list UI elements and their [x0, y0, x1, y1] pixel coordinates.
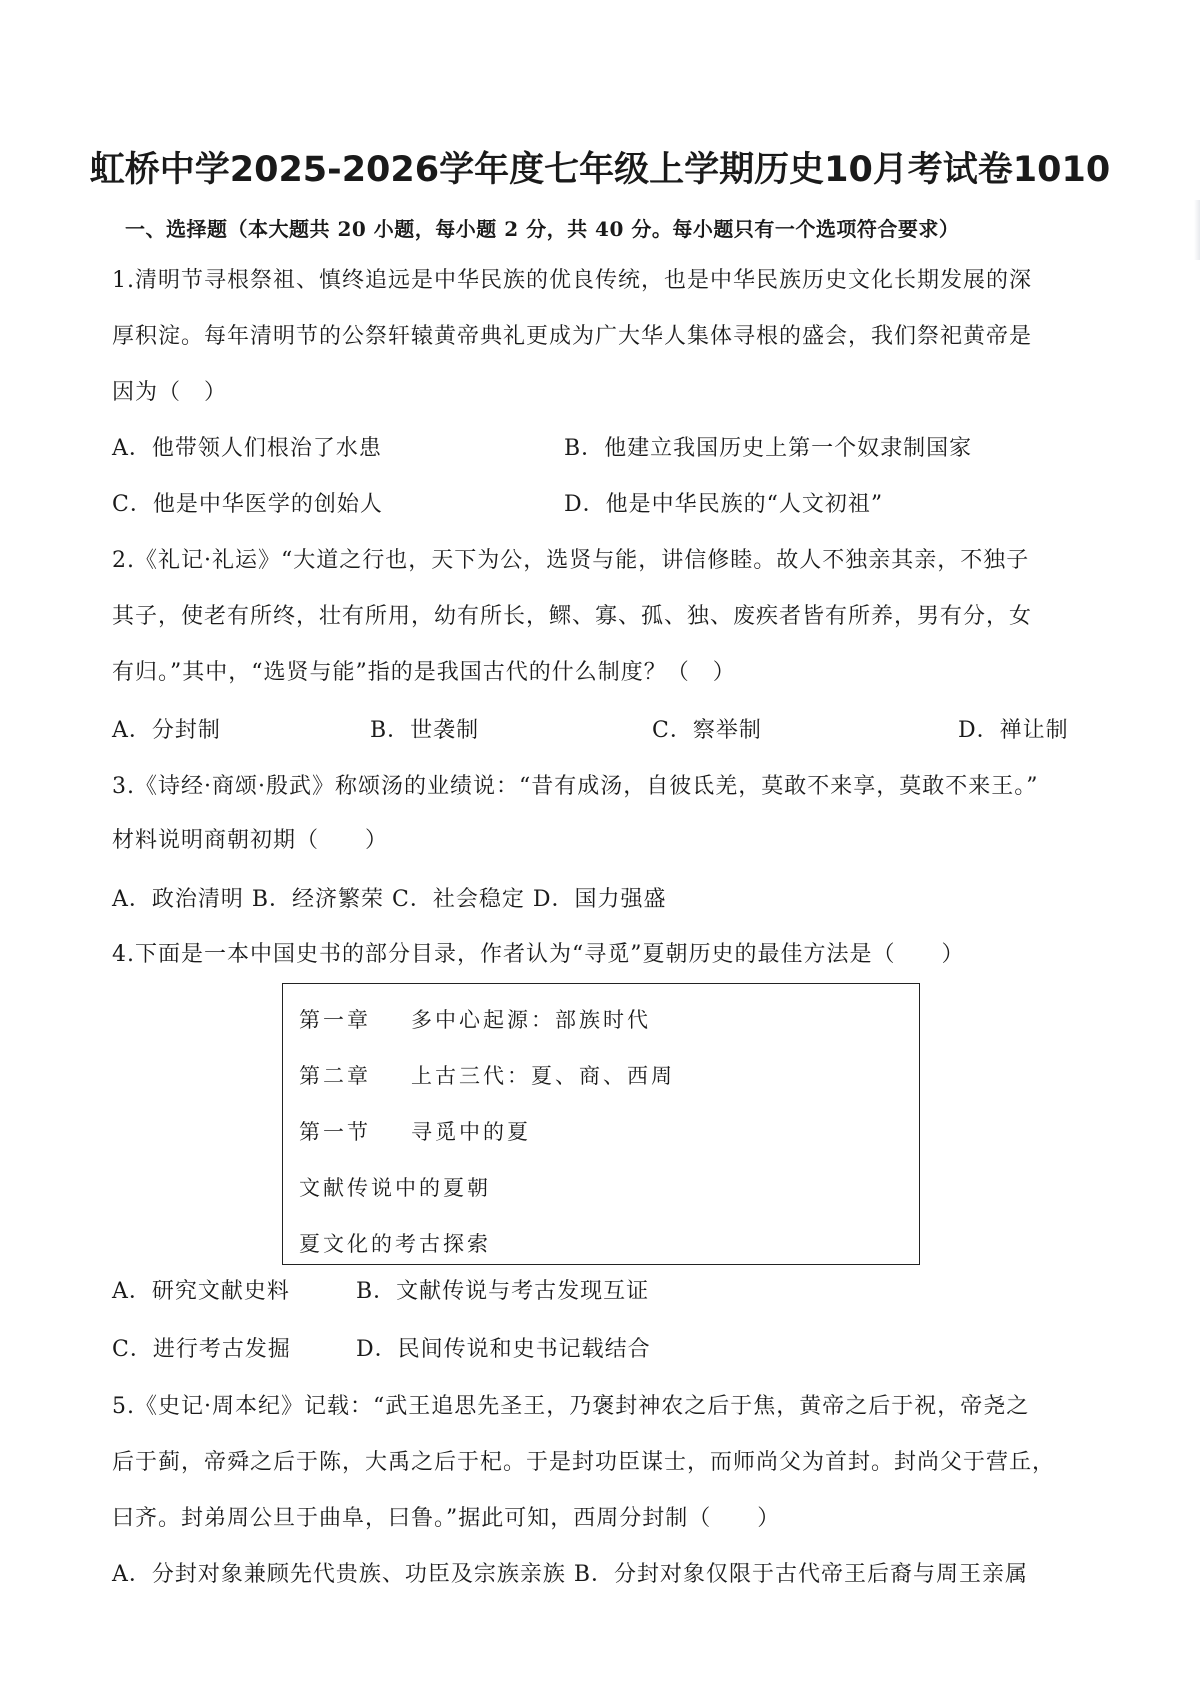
- question-1-option-a: A．他带领人们根治了水患: [112, 436, 382, 461]
- toc-entry-label: 第二章: [299, 1064, 371, 1088]
- toc-entry-text: 文献传说中的夏朝: [299, 1176, 491, 1200]
- question-1-option-d: D．他是中华民族的“人文初祖”: [564, 492, 884, 517]
- toc-entry: [299, 1228, 491, 1258]
- question-5-line-1: 5.《史记·周本纪》记载：“武王追思先圣王，乃褒封神农之后于焦，黄帝之后于祝，帝尧之: [112, 1394, 1030, 1419]
- question-4-option-c: C．进行考古发掘: [112, 1337, 291, 1362]
- toc-entry: [299, 1172, 491, 1202]
- question-4-line-1: 4.下面是一本中国史书的部分目录，作者认为“寻觅”夏朝历史的最佳方法是（ ）: [112, 942, 965, 967]
- section-heading: 一、选择题（本大题共 20 小题，每小题 2 分，共 40 分。每小题只有一个选项符合要求）: [125, 217, 960, 241]
- page-edge-shadow: [1194, 200, 1200, 260]
- question-3-line-1: 3.《诗经·商颂·殷武》称颂汤的业绩说：“昔有成汤，自彼氐羌，莫敢不来享，莫敢不来王。”: [112, 774, 1039, 799]
- toc-entry-text: 寻觅中的夏: [411, 1120, 531, 1144]
- toc-entry-text: 夏文化的考古探索: [299, 1232, 491, 1256]
- question-4-option-b: B．文献传说与考古发现互证: [356, 1279, 650, 1304]
- question-2-line-2: 其子，使老有所终，壮有所用，幼有所长，鳏、寡、孤、独、废疾者皆有所养，男有分，女: [112, 604, 1033, 629]
- toc-entry-text: 上古三代：夏、商、西周: [411, 1064, 675, 1088]
- question-2-option-d: D．禅让制: [958, 718, 1069, 743]
- question-1-option-c: C．他是中华医学的创始人: [112, 492, 383, 517]
- question-1-option-b: B．他建立我国历史上第一个奴隶制国家: [564, 436, 973, 461]
- question-2-option-c: C．察举制: [652, 718, 762, 743]
- question-3-options: A．政治清明 B．经济繁荣 C．社会稳定 D．国力强盛: [112, 887, 667, 912]
- question-2-line-3: 有归。”其中，“选贤与能”指的是我国古代的什么制度？（ ）: [112, 660, 736, 685]
- question-5-line-2: 后于蓟，帝舜之后于陈，大禹之后于杞。于是封功臣谋士，而师尚父为首封。封尚父于营丘，: [112, 1450, 1056, 1475]
- table-of-contents-box: [282, 983, 920, 1265]
- toc-entry: [299, 1116, 531, 1146]
- question-2-option-b: B．世袭制: [370, 718, 480, 743]
- question-1-line-3: 因为（ ）: [112, 380, 228, 405]
- question-1-line-1: 1.清明节寻根祭祖、慎终追远是中华民族的优良传统，也是中华民族历史文化长期发展的深: [112, 268, 1032, 293]
- question-3-line-2: 材料说明商朝初期（ ）: [112, 828, 389, 853]
- question-4-option-d: D．民间传说和史书记载结合: [356, 1337, 651, 1362]
- toc-entry: [299, 1004, 651, 1034]
- toc-entry-label: 第一节: [299, 1120, 371, 1144]
- question-5-line-3: 曰齐。封弟周公旦于曲阜，曰鲁。”据此可知，西周分封制（ ）: [112, 1506, 781, 1531]
- question-4-option-a: A．研究文献史料: [112, 1279, 290, 1304]
- toc-entry-text: 多中心起源：部族时代: [411, 1008, 651, 1032]
- page-title: 虹桥中学2025-2026学年度七年级上学期历史10月考试卷1010: [89, 150, 1111, 190]
- toc-entry: [299, 1060, 675, 1090]
- toc-entry-label: 第一章: [299, 1008, 371, 1032]
- question-2-line-1: 2.《礼记·礼运》“大道之行也，天下为公，选贤与能，讲信修睦。故人不独亲其亲，不独子: [112, 548, 1030, 573]
- question-5-options: A．分封对象兼顾先代贵族、功臣及宗族亲族 B．分封对象仅限于古代帝王后裔与周王亲属: [112, 1562, 1029, 1587]
- question-1-line-2: 厚积淀。每年清明节的公祭轩辕黄帝典礼更成为广大华人集体寻根的盛会，我们祭祀黄帝是: [112, 324, 1033, 349]
- question-2-option-a: A．分封制: [112, 718, 221, 743]
